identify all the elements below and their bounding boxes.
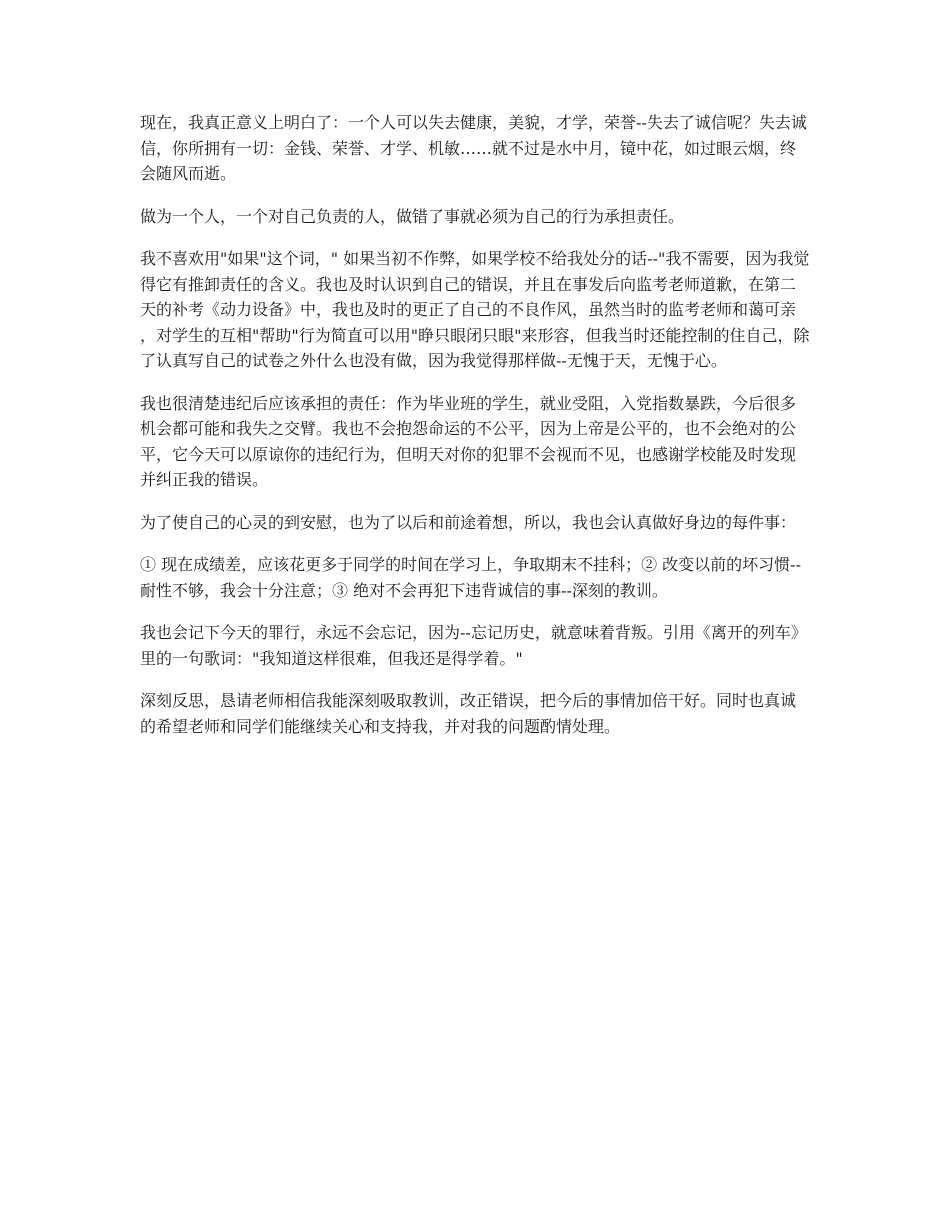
paragraph: 深刻反思，恳请老师相信我能深刻吸取教训，改正错误，把今后的事情加倍干好。同时也真诚的希望老师和同学们能继续关心和支持我，并对我的问题酌情处理。 [140, 691, 797, 736]
paragraph: 现在，我真正意义上明白了：一个人可以失去健康，美貌，才学，荣誉--失去了诚信呢？失去诚信，你所拥有一切：金钱、荣誉、才学、机敏……就不过是水中月，镜中花，如过眼云烟，终会随风而逝。 [140, 113, 807, 183]
paragraph: 我也会记下今天的罪行，永远不会忘记，因为--忘记历史，就意味着背叛。引用《离开的列车》里的一句歌词："我知道这样很难，但我还是得学着。" [140, 623, 807, 668]
paragraph: 我也很清楚违纪后应该承担的责任：作为毕业班的学生，就业受阻，入党指数暴跌，今后很多机会都可能和我失之交臂。我也不会抱怨命运的不公平，因为上帝是公平的，也不会绝对的公平，它今天可以原谅你的违纪行为，但明天对你的犯罪不会视而不见，也感谢学校能及时发现并纠正我的错误。 [140, 393, 797, 489]
paragraph: ① 现在成绩差，应该花更多于同学的时间在学习上，争取期末不挂科；② 改变以前的坏习惯--耐性不够，我会十分注意；③ 绝对不会再犯下违背诚信的事--深刻的教训。 [140, 555, 801, 600]
paragraph: 我不喜欢用"如果"这个词，" 如果当初不作弊，如果学校不给我处分的话--"我不需要，因为我觉得它有推卸责任的含义。我也及时认识到自己的错误，并且在事发后向监考老师道歉，在第二天的补考《动力设备》中，我也及时的更正了自己的不良作风，虽然当时的监考老师和蔼可亲，对学生的互相"帮助"行为简直可以用"睁只眼闭只眼"来形容，但我当时还能控制的住自己，除了认真写自己的试卷之外什么也没有做，因为我觉得那样做--无愧于天，无愧于心。 [140, 249, 810, 370]
document-page [140, 110, 810, 756]
paragraph: 为了使自己的心灵的到安慰，也为了以后和前途着想，所以，我也会认真做好身边的每件事： [140, 512, 797, 532]
paragraph: 做为一个人，一个对自己负责的人，做错了事就必须为自己的行为承担责任。 [140, 206, 685, 226]
